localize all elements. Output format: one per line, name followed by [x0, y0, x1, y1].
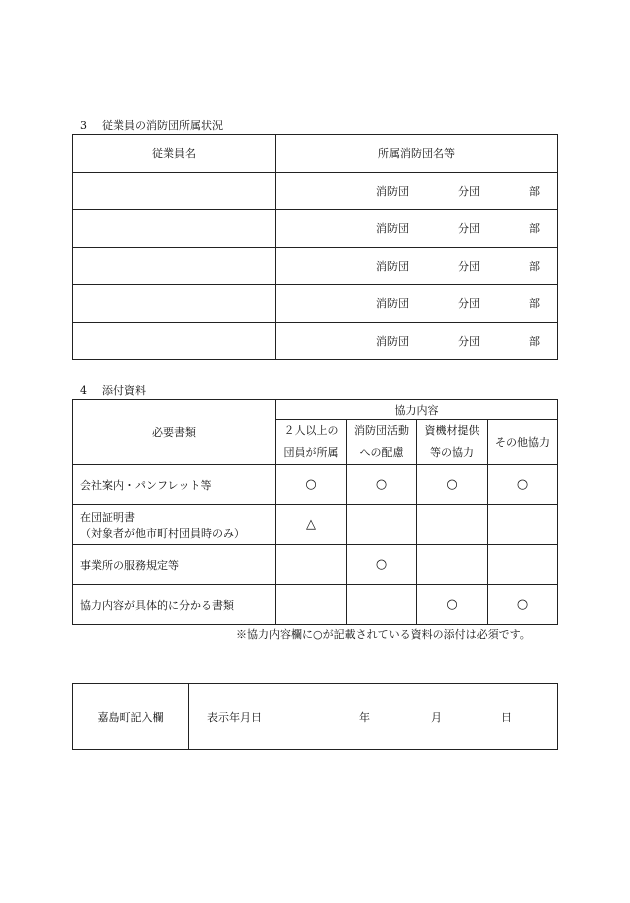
- mark-cell: [276, 585, 347, 625]
- table-row: [73, 684, 558, 750]
- employee-name-cell[interactable]: [73, 210, 276, 248]
- mark-cell: [417, 505, 488, 545]
- employee-name-cell[interactable]: [73, 322, 276, 360]
- table-header-row: [73, 135, 558, 173]
- employee-name-cell[interactable]: [73, 172, 276, 210]
- mark-cell: [347, 585, 417, 625]
- branch-label: 分団: [458, 297, 480, 311]
- fire-brigade-label: 消防団: [376, 259, 409, 273]
- attachment-note: ※協力内容欄に○が記載されている資料の添付は必須です。: [236, 628, 531, 641]
- division-label: 部: [529, 222, 540, 236]
- mark-cell: ○: [347, 545, 417, 585]
- document-name-cell: 会社案内・パンフレット等: [73, 465, 276, 505]
- town-record-label: 嘉島町記入欄: [73, 684, 189, 750]
- section-4-heading: [80, 382, 146, 398]
- cooperation-header: 協力内容: [276, 400, 558, 420]
- year-label: 年: [359, 710, 370, 724]
- town-record-table: [72, 683, 558, 750]
- section-3-title: 従業員の消防団所属状況: [102, 119, 223, 132]
- fire-brigade-label: 消防団: [376, 297, 409, 311]
- table-row: [73, 210, 558, 248]
- equipment-provision-header: 資機材提供 等の協力: [417, 420, 488, 465]
- branch-label: 分団: [458, 259, 480, 273]
- affiliation-cell[interactable]: [276, 172, 558, 210]
- branch-label: 分団: [458, 222, 480, 236]
- table-row: [73, 285, 558, 323]
- mark-cell: [347, 505, 417, 545]
- table-header-row: [73, 400, 558, 420]
- section-3-heading: [80, 117, 223, 133]
- division-label: 部: [529, 184, 540, 198]
- document-name-cell: 在団証明書 （対象者が他市町村団員時のみ）: [73, 505, 276, 545]
- display-date-label: 表示年月日: [207, 710, 262, 724]
- division-label: 部: [529, 334, 540, 348]
- table-row: [73, 322, 558, 360]
- display-date-cell[interactable]: [189, 684, 558, 750]
- table-row: [73, 585, 558, 625]
- employee-affiliation-table: [72, 134, 558, 360]
- table-row: [73, 465, 558, 505]
- affiliation-cell[interactable]: [276, 210, 558, 248]
- employee-name-header: 従業員名: [73, 135, 276, 173]
- branch-label: 分団: [458, 334, 480, 348]
- document-name-cell: 事業所の服務規定等: [73, 545, 276, 585]
- fire-brigade-label: 消防団: [376, 184, 409, 198]
- branch-label: 分団: [458, 184, 480, 198]
- mark-cell: △: [276, 505, 347, 545]
- table-row: [73, 247, 558, 285]
- affiliation-cell[interactable]: [276, 247, 558, 285]
- table-row: [73, 172, 558, 210]
- mark-cell: [276, 545, 347, 585]
- month-label: 月: [431, 710, 442, 724]
- required-docs-header: 必要書類: [73, 400, 276, 465]
- day-label: 日: [501, 710, 512, 724]
- other-cooperation-header: その他協力: [488, 420, 558, 465]
- affiliation-cell[interactable]: [276, 322, 558, 360]
- mark-cell: ○: [488, 585, 558, 625]
- employee-name-cell[interactable]: [73, 247, 276, 285]
- table-row: [73, 505, 558, 545]
- mark-cell: ○: [488, 465, 558, 505]
- mark-cell: [488, 545, 558, 585]
- attachments-table: [72, 399, 558, 625]
- affiliation-cell[interactable]: [276, 285, 558, 323]
- section-4-number: 4: [80, 384, 87, 397]
- fire-brigade-label: 消防団: [376, 222, 409, 236]
- fire-brigade-label: 消防団: [376, 334, 409, 348]
- division-label: 部: [529, 297, 540, 311]
- section-3-number: 3: [80, 119, 87, 132]
- mark-cell: [417, 545, 488, 585]
- document-name-cell: 協力内容が具体的に分かる書類: [73, 585, 276, 625]
- mark-cell: ○: [417, 465, 488, 505]
- table-row: [73, 545, 558, 585]
- activity-consideration-header: 消防団活動 への配慮: [347, 420, 417, 465]
- affiliation-header: 所属消防団名等: [276, 135, 558, 173]
- mark-cell: ○: [276, 465, 347, 505]
- section-4-title: 添付資料: [102, 384, 146, 397]
- division-label: 部: [529, 259, 540, 273]
- mark-cell: ○: [347, 465, 417, 505]
- mark-cell: [488, 505, 558, 545]
- mark-cell: ○: [417, 585, 488, 625]
- employee-name-cell[interactable]: [73, 285, 276, 323]
- two-or-more-members-header: ２人以上の 団員が所属: [276, 420, 347, 465]
